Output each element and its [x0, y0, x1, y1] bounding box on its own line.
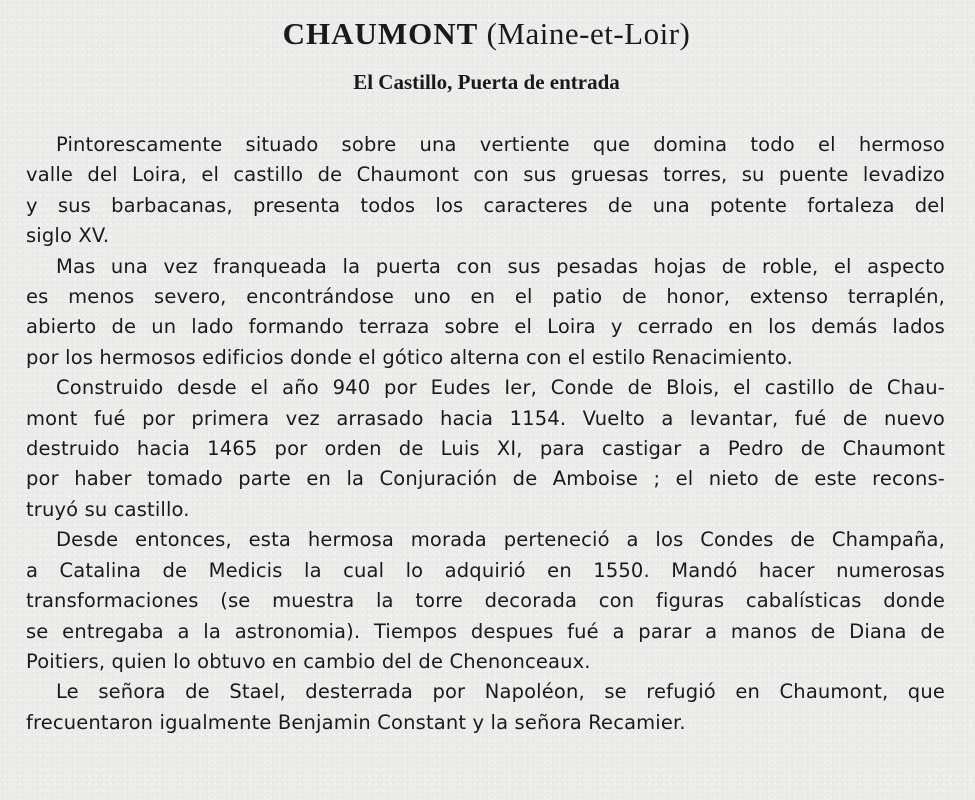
text-line: transformaciones (se muestra la torre decorada con figuras cabalísticas donde [26, 589, 945, 613]
text-line: se entregaba a la astronomia). Tiempos despues fué a parar a manos de Diana de [26, 619, 945, 643]
text-line: Desde entonces, esta hermosa morada perteneció a los Condes de Champaña, [56, 528, 945, 552]
paragraph-5 [26, 677, 945, 738]
body-text [26, 130, 945, 738]
header [28, 14, 945, 96]
paragraph-4 [26, 525, 945, 677]
text-line: es menos severo, encontrándose uno en el patio de honor, extenso terraplén, [26, 285, 945, 309]
text-line: Poitiers, quien lo obtuvo en cambio del de Chenonceaux. [26, 649, 591, 673]
text-line: siglo XV. [26, 224, 110, 248]
text-line: mont fué por primera vez arrasado hacia 1154. Vuelto a levantar, fué de nuevo [26, 406, 945, 430]
text-line: y sus barbacanas, presenta todos los caracteres de una potente fortaleza del [26, 193, 945, 217]
text-line: a Catalina de Medicis la cual lo adquirió en 1550. Mandó hacer numerosas [26, 558, 945, 582]
title-main: CHAUMONT [282, 16, 479, 51]
text-line: Construido desde el año 940 por Eudes Ier, Conde de Blois, el castillo de Chau- [56, 376, 945, 400]
text-line: abierto de un lado formando terraza sobre el Loira y cerrado en los demás lados [26, 315, 945, 339]
paragraph-2 [26, 252, 945, 374]
page-subtitle: El Castillo, Puerta de entrada [353, 70, 620, 94]
text-line: por haber tomado parte en la Conjuración de Amboise ; el nieto de este recons- [26, 467, 945, 491]
text-line: frecuentaron igualmente Benjamin Constant y la señora Recamier. [26, 710, 686, 734]
text-line: Mas una vez franqueada la puerta con sus pesadas hojas de roble, el aspecto [56, 254, 945, 278]
title-region: (Maine-et-Loir) [486, 16, 691, 51]
paragraph-1 [26, 130, 945, 252]
page-title [28, 14, 945, 54]
text-line: valle del Loira, el castillo de Chaumont con sus gruesas torres, su puente levadizo [26, 163, 945, 187]
text-line: truyó su castillo. [26, 497, 190, 521]
paragraph-3 [26, 373, 945, 525]
text-line: Le señora de Stael, desterrada por Napoléon, se refugió en Chaumont, que [56, 680, 945, 704]
text-line: por los hermosos edificios donde el gótico alterna con el estilo Renacimiento. [26, 345, 794, 369]
text-line: Pintorescamente situado sobre una vertiente que domina todo el hermoso [56, 133, 945, 156]
text-line: destruido hacia 1465 por orden de Luis XI, para castigar a Pedro de Chaumont [26, 437, 945, 461]
